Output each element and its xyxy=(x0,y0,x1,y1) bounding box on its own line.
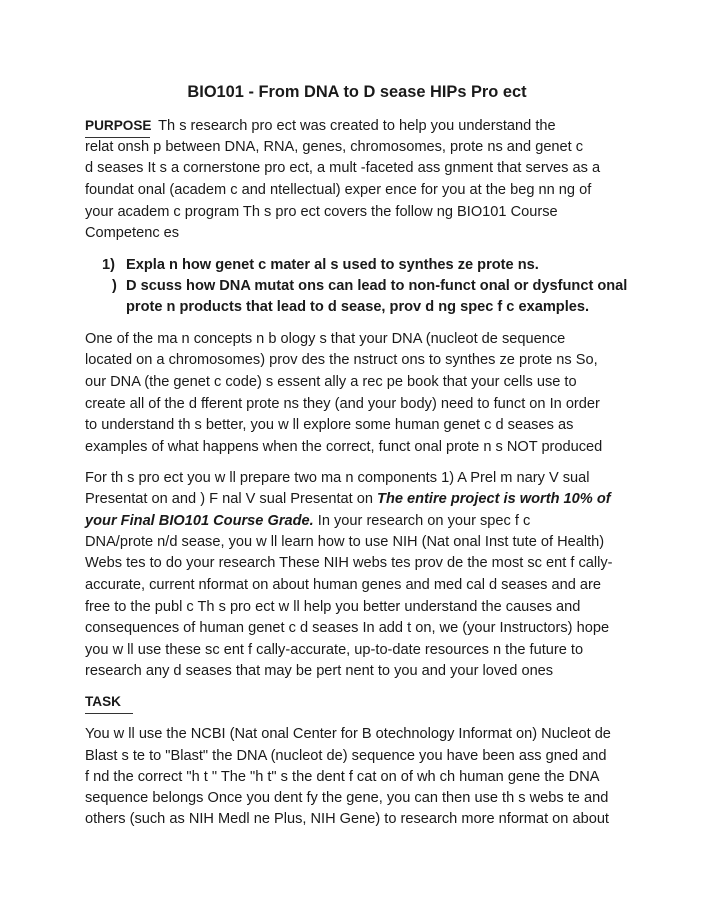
body-line: accurate, current nformat on about human genes and med cal d seases and are xyxy=(85,577,601,593)
task-line: others (such as NIH Medl ne Plus, NIH Gene) to research more nformat on about xyxy=(85,811,609,827)
body-line: free to the publ c Th s pro ect w ll help you better understand the causes and xyxy=(85,599,581,615)
grade-emphasis: The entire project is worth 10% of xyxy=(377,491,611,507)
purpose-text: Th s research pro ect was created to help you understand the xyxy=(158,118,556,134)
task-heading: TASK xyxy=(85,692,133,714)
competency-number: 1) xyxy=(102,257,115,273)
body-line: research any d seases that may be pert nent to you and your loved ones xyxy=(85,663,554,679)
task-heading-line xyxy=(85,692,133,714)
body-line: you w ll use these sc ent f cally-accurate, up-to-date resources n the future to xyxy=(85,642,584,658)
body-line: One of the ma n concepts n b ology s that your DNA (nucleot de sequence xyxy=(85,331,566,347)
body-line: consequences of human genet c d seases In add t on, we (your Instructors) hope xyxy=(85,620,610,636)
body-line: our DNA (the genet c code) s essent ally a rec pe book that your cells use to xyxy=(85,374,577,390)
grade-emphasis: your Final BIO101 Course Grade. xyxy=(85,513,314,529)
competency-item: Expla n how genet c mater al s used to synthes ze prote ns. xyxy=(126,257,539,273)
purpose-line: foundat onal (academ c and ntellectual) exper ence for you at the beg nn ng of xyxy=(85,182,592,198)
purpose-line: your academ c program Th s pro ect covers the follow ng BIO101 Course xyxy=(85,204,558,220)
body-line: Webs tes to do your research These NIH webs tes prov de the most sc ent f cally- xyxy=(85,555,613,571)
purpose-heading: PURPOSE xyxy=(85,116,150,138)
purpose-line: relat onsh p between DNA, RNA, genes, chromosomes, prote ns and genet c xyxy=(85,139,584,155)
task-line: You w ll use the NCBI (Nat onal Center for B otechnology Informat on) Nucleot de xyxy=(85,726,611,742)
document-title: BIO101 - From DNA to D sease HIPs Pro ect xyxy=(187,83,527,101)
body-line: located on a chromosomes) prov des the nstruct ons to synthes ze prote ns So, xyxy=(85,352,598,368)
task-line: sequence belongs Once you dent fy the gene, you can then use th s webs te and xyxy=(85,790,609,806)
task-line: f nd the correct "h t " The "h t" s the dent f cat on of wh ch human gene the DNA xyxy=(85,769,600,785)
competency-item: D scuss how DNA mutat ons can lead to non-funct onal or dysfunct onal xyxy=(126,278,628,294)
competency-item-continued: prote n products that lead to d sease, prov d ng spec f c examples. xyxy=(126,299,590,315)
purpose-line-1 xyxy=(85,116,556,138)
body-line: For th s pro ect you w ll prepare two ma n components 1) A Prel m nary V sual xyxy=(85,470,590,486)
competency-number: ) xyxy=(112,278,117,294)
body-line-mixed xyxy=(85,511,530,531)
body-line-mixed xyxy=(85,489,611,509)
body-line: DNA/prote n/d sease, you w ll learn how to use NIH (Nat onal Inst tute of Health) xyxy=(85,534,605,550)
body-line: examples of what happens when the correct, funct onal prote n s NOT produced xyxy=(85,439,603,455)
purpose-line: d seases It s a cornerstone pro ect, a mult -faceted ass gnment that serves as a xyxy=(85,160,601,176)
task-line: Blast s te to "Blast" the DNA (nucleot de) sequence you have been ass gned and xyxy=(85,748,607,764)
purpose-line: Competenc es xyxy=(85,225,180,241)
body-line: to understand th s better, you w ll explore some human genet c d seases as xyxy=(85,417,574,433)
body-line: create all of the d fferent prote ns they (and your body) need to funct on In order xyxy=(85,396,600,412)
body-text: Presentat on and ) F nal V sual Presentat on xyxy=(85,491,378,507)
body-text: In your research on your spec f c xyxy=(313,513,531,529)
